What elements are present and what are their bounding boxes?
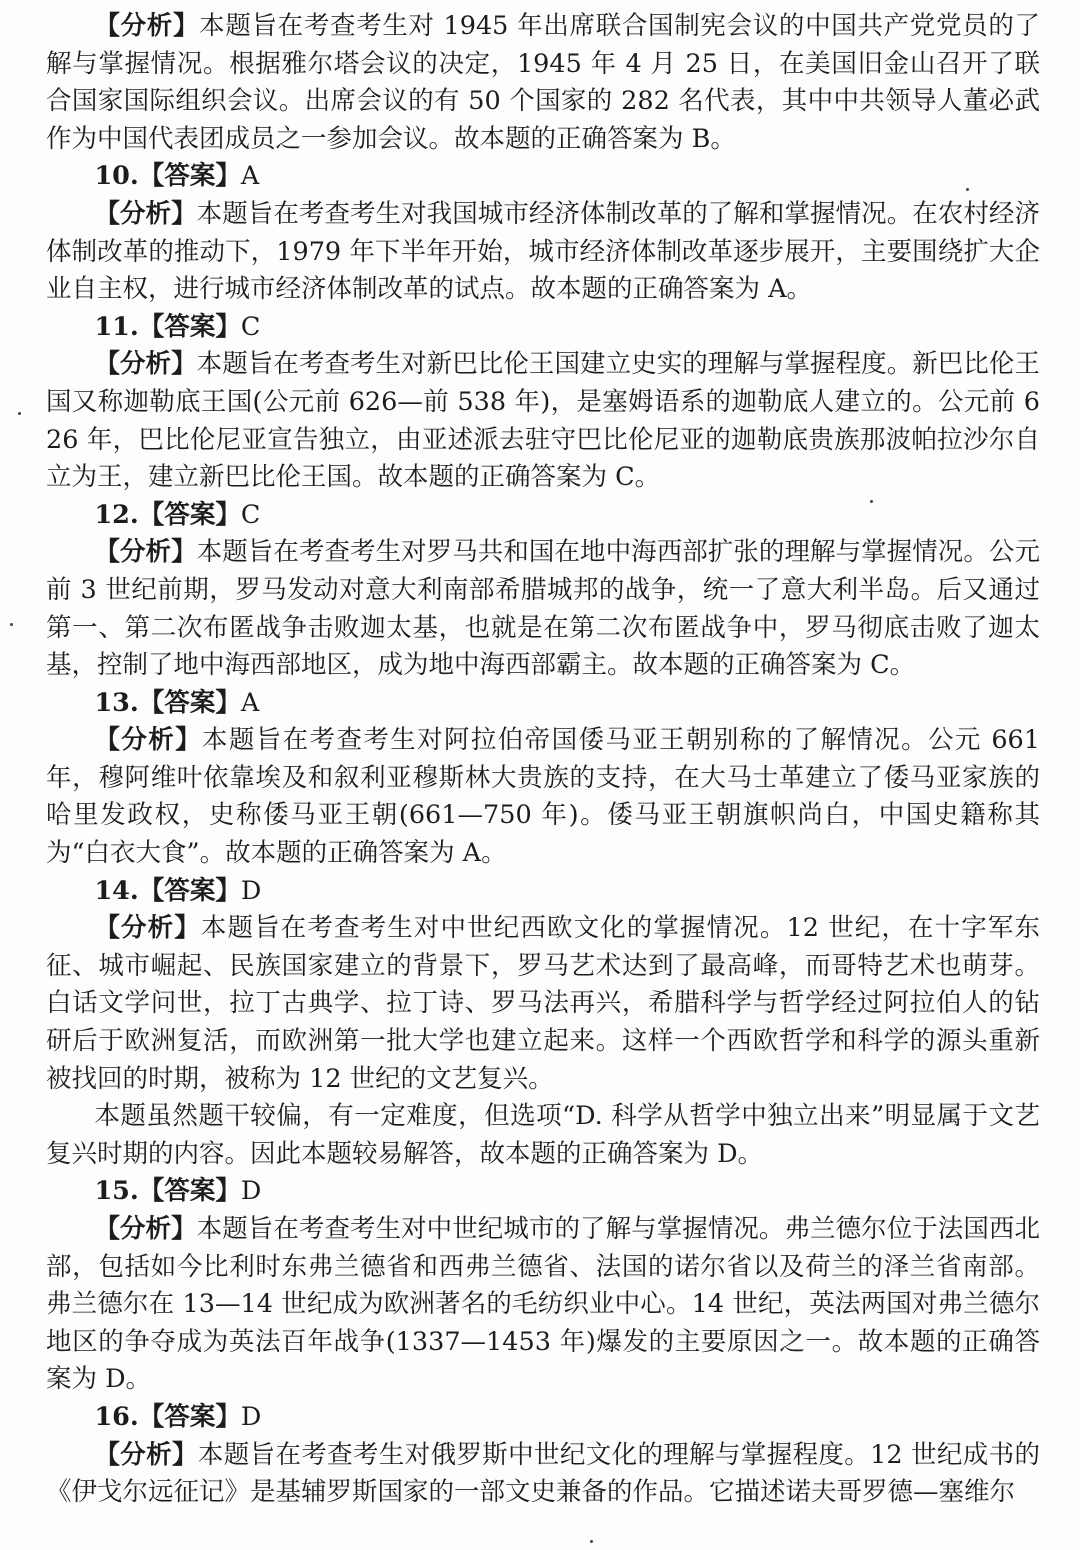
answer-line <box>46 497 1040 535</box>
analysis-text: 本题旨在考查考生对中世纪城市的了解与掌握情况。弗兰德尔位于法国西北部，包括如今比利时东弗兰德省和西弗兰德省、法国的诺尔省以及荷兰的泽兰省南部。弗兰德尔在 13—14 世纪成为欧洲著名的毛纺织业中心。14 世纪，英法两国对弗兰德尔地区的争夺成为英法百年战争(1337—1453 年)爆发的主要原因之一。故本题的正确答案为 D。 <box>46 1214 1040 1395</box>
analysis-paragraph-9 <box>46 8 1040 158</box>
analysis-text: 本题旨在考查考生对 1945 年出席联合国制宪会议的中国共产党党员的了解与掌握情况。根据雅尔塔会议的决定，1945 年 4 月 25 日，在美国旧金山召开了联合国家国际组织会议。出席会议的有 50 个国家的 282 名代表，其中中共领导人董必武作为中国代表团成员之一参加会议。故本题的正确答案为 B。 <box>46 11 1040 154</box>
answer-line <box>46 309 1040 347</box>
question-number: 12. <box>94 499 139 530</box>
answer-value: C <box>240 311 261 342</box>
answer-tag: 【答案】 <box>138 687 241 718</box>
document-page <box>0 8 1080 1550</box>
analysis-label: 【分析】 <box>94 537 197 568</box>
analysis-label: 【分析】 <box>94 11 200 41</box>
analysis-label: 【分析】 <box>94 349 197 380</box>
analysis-text: 本题旨在考查考生对俄罗斯中世纪文化的理解与掌握程度。12 世纪成书的《伊戈尔远征记》是基辅罗斯国家的一部文史兼备的作品。它描述诺夫哥罗德—塞维尔 <box>46 1439 1040 1508</box>
answer-line <box>46 685 1040 723</box>
question-number: 11. <box>94 311 139 342</box>
question-10 <box>46 158 1040 308</box>
analysis-label: 【分析】 <box>94 198 197 229</box>
question-number: 16. <box>94 1401 139 1432</box>
answer-tag: 【答案】 <box>138 161 241 192</box>
answer-value: D <box>240 1401 262 1432</box>
analysis-text: 本题旨在考查考生对我国城市经济体制改革的了解和掌握情况。在农村经济体制改革的推动下，1979 年下半年开始，城市经济体制改革逐步展开，主要围绕扩大企业自主权，进行城市经济体制改革的试点。故本题的正确答案为 A。 <box>46 198 1040 305</box>
analysis-extra-text: 本题虽然题干较偏，有一定难度，但选项“D. 科学从哲学中独立出来”明显属于文艺复兴时期的内容。因此本题较易解答，故本题的正确答案为 D。 <box>46 1101 1040 1169</box>
answer-line <box>46 1173 1040 1211</box>
analysis-paragraph <box>46 910 1040 1098</box>
answer-tag: 【答案】 <box>138 311 241 342</box>
analysis-paragraph <box>46 1437 1040 1512</box>
question-15 <box>46 1173 1040 1399</box>
analysis-label: 【分析】 <box>94 1214 197 1244</box>
question-12 <box>46 497 1040 685</box>
answer-line <box>46 873 1040 911</box>
question-number: 10. <box>94 161 139 192</box>
question-number: 14. <box>94 875 139 906</box>
question-11 <box>46 309 1040 497</box>
analysis-label: 【分析】 <box>94 913 201 944</box>
question-number: 13. <box>94 687 139 718</box>
analysis-paragraph <box>46 346 1040 496</box>
analysis-text: 本题旨在考查考生对中世纪西欧文化的掌握情况。12 世纪，在十字军东征、城市崛起、民族国家建立的背景下，罗马艺术达到了最高峰，而哥特艺术也萌芽。白话文学问世，拉丁古典学、拉丁诗、罗马法再兴，希腊科学与哲学经过阿拉伯人的钻研后于欧洲复活，而欧洲第一批大学也建立起来。这样一个西欧哲学和科学的源头重新被找回的时期，被称为 12 世纪的文艺复兴。 <box>46 913 1040 1094</box>
answer-tag: 【答案】 <box>138 1401 241 1432</box>
question-16 <box>46 1399 1040 1512</box>
answer-value: A <box>240 687 260 718</box>
scan-speck <box>18 412 21 415</box>
answer-value: D <box>240 875 262 906</box>
answer-value: A <box>240 161 260 192</box>
analysis-text: 本题旨在考查考生对新巴比伦王国建立史实的理解与掌握程度。新巴比伦王国又称迦勒底王国(公元前 626—前 538 年)，是塞姆语系的迦勒底人建立的。公元前 626 年，巴比伦尼亚宣告独立，由亚述派去驻守巴比伦尼亚的迦勒底贵族那波帕拉沙尔自立为王，建立新巴比伦王国。故本题的正确答案为 C。 <box>46 349 1040 493</box>
analysis-text: 本题旨在考查考生对阿拉伯帝国倭马亚王朝别称的了解情况。公元 661 年，穆阿维叶依靠埃及和叙利亚穆斯林大贵族的支持，在大马士革建立了倭马亚家族的哈里发政权，史称倭马亚王朝(661—750 年)。倭马亚王朝旗帜尚白，中国史籍称其为“白衣大食”。故本题的正确答案为 A。 <box>46 725 1040 869</box>
question-13 <box>46 685 1040 873</box>
answer-tag: 【答案】 <box>138 1176 241 1207</box>
scan-speck <box>870 500 873 503</box>
question-14 <box>46 873 1040 1174</box>
analysis-paragraph <box>46 1211 1040 1399</box>
answer-value: C <box>240 499 261 530</box>
analysis-paragraph <box>46 722 1040 872</box>
analysis-label: 【分析】 <box>94 725 202 756</box>
scan-speck <box>10 623 13 626</box>
answer-tag: 【答案】 <box>138 875 241 906</box>
question-number: 15. <box>94 1176 139 1207</box>
scan-speck <box>966 188 969 191</box>
analysis-extra-paragraph <box>46 1098 1040 1173</box>
analysis-text: 本题旨在考查考生对罗马共和国在地中海西部扩张的理解与掌握情况。公元前 3 世纪前期，罗马发动对意大利南部希腊城邦的战争，统一了意大利半岛。后又通过第一、第二次布匿战争击败迦太基，也就是在第二次布匿战争中，罗马彻底击败了迦太基，控制了地中海西部地区，成为地中海西部霸主。故本题的正确答案为 C。 <box>46 537 1040 681</box>
answer-value: D <box>240 1176 262 1207</box>
answer-line <box>46 1399 1040 1437</box>
analysis-paragraph <box>46 534 1040 684</box>
analysis-paragraph <box>46 196 1040 309</box>
answer-line <box>46 158 1040 196</box>
answer-tag: 【答案】 <box>138 499 241 530</box>
analysis-label: 【分析】 <box>94 1439 198 1470</box>
